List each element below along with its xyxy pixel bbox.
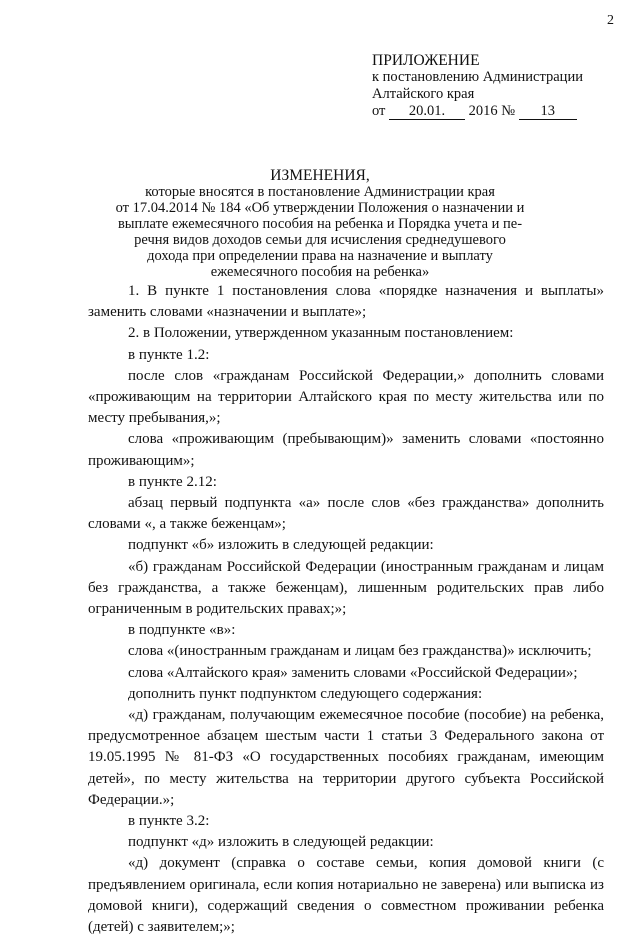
paragraph: слова «(иностранным гражданам и лицам без гражданства)» исключить;	[128, 643, 592, 660]
appendix-line-1: к постановлению Администрации	[372, 69, 583, 85]
document-number: 13	[519, 104, 577, 120]
date-prefix: от	[372, 103, 386, 119]
paragraph: в пункте 2.12:	[128, 473, 217, 490]
date-day-month: 20.01.	[389, 104, 465, 120]
paragraph: слова «Алтайского края» заменить словами «Российской Федерации»;	[128, 664, 578, 681]
paragraph: дополнить пункт подпунктом следующего содержания:	[128, 685, 483, 702]
heading-line: ежемесячного пособия на ребенка»	[210, 264, 430, 280]
heading-line: дохода при определении права на назначение и выплату	[147, 248, 493, 264]
paragraph: в пункте 3.2:	[128, 813, 210, 830]
paragraph: в пункте 1.2:	[128, 346, 210, 363]
document-heading	[80, 168, 560, 280]
paragraph: абзац первый подпункта «а» после слов «без гражданства» дополнить словами «, а также беженцам»;	[88, 495, 604, 533]
paragraph: подпункт «д» изложить в следующей редакции:	[128, 834, 434, 851]
paragraph: в подпункте «в»:	[128, 622, 236, 639]
document-title: ИЗМЕНЕНИЯ,	[270, 167, 370, 184]
page-number: 2	[607, 13, 614, 28]
heading-line: выплате ежемесячного пособия на ребенка и Порядка учета и пе-	[117, 216, 523, 232]
heading-line: от 17.04.2014 № 184 «Об утверждении Положения о назначении и	[115, 200, 525, 216]
paragraph: после слов «гражданам Российской Федерации,» дополнить словами «проживающим на территории Алтайского края по месту жительства или по месту пребывания,»;	[88, 367, 604, 427]
paragraph: 2. в Положении, утвержденном указанным постановлением:	[128, 325, 514, 342]
heading-line: которые вносятся в постановление Администрации края	[145, 184, 495, 200]
paragraph: «д) гражданам, получающим ежемесячное пособие (пособие) на ребенка, предусмотренное абзацем шестым части 1 статьи 3 Федерального закона от 19.05.1995 № 81-ФЗ «О государственных пособиях гражданам, имеющим детей», по месту жительства на территории другого субъекта Российской Федерации.»;	[88, 707, 604, 808]
paragraph: «д) документ (справка о составе семьи, копия домовой книги (с предъявлением оригинала, если копия нотариально не заверена) или выписка из домовой книги), содержащий сведения о совместном проживании ребенка (детей) с заявителем;»;	[88, 855, 604, 936]
paragraph: «б) гражданам Российской Федерации (иностранным гражданам и лицам без гражданства, а также беженцам), лишенным родительских прав либо ограниченным в родительских правах;»;	[88, 558, 604, 618]
date-year: 2016	[468, 103, 498, 119]
heading-line: речня видов доходов семьи для исчисления среднедушевого	[134, 232, 506, 248]
appendix-date-line	[372, 103, 583, 120]
paragraph: подпункт «б» изложить в следующей редакции:	[128, 537, 434, 554]
paragraph: слова «проживающим (пребывающим)» заменить словами «постоянно проживающим»;	[88, 431, 604, 469]
appendix-title: ПРИЛОЖЕНИЕ	[372, 52, 480, 69]
paragraph: 1. В пункте 1 постановления слова «порядке назначения и выплаты» заменить словами «назначении и выплате»;	[88, 283, 604, 321]
appendix-block	[372, 52, 583, 120]
appendix-line-2: Алтайского края	[372, 86, 475, 102]
number-sign: №	[501, 103, 516, 119]
document-body	[88, 281, 604, 938]
